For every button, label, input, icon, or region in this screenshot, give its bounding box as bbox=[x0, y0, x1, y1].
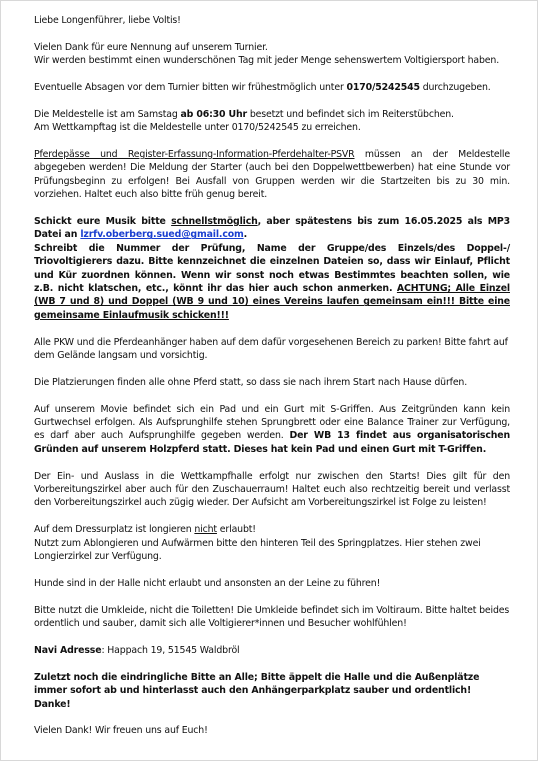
dressage-paragraph: Auf dem Dressurplatz ist longieren nicht erlaubt! Nutzt zum Ablongieren und Aufwärmen bitte den hinteren Teil des Springplatzes. Hier stehen zwei Longierzirkel zur Verfügung. bbox=[34, 524, 481, 563]
intro-paragraph bbox=[34, 41, 510, 68]
final-request-paragraph: Zuletzt noch die eindringliche Bitte an Alle; Bitte äppelt die Halle und die Außenplätze immer sofort ab und hinterlasst auch den Anhängerparkplatz sauber und ordentlich! Danke! bbox=[34, 671, 480, 710]
passports-paragraph: Pferdepässe und Register-Erfassung-Information-Pferdehalter-PSVR müssen an der Meldestelle abgegeben werden! Die Meldung der Starter (auch bei den Doppelwettbewerben) hat eine Stunde vor Prüfungsbeginn zu erfolgen! Bei Ausfall von Gruppen werden wir die Startzeiten bis zu 30 min. vorziehen. Haltet euch also bitte früh genug bereit. bbox=[34, 149, 510, 201]
music-warning: ACHTUNG; Alle Einzel (WB 7 und 8) und Doppel (WB 9 und 10) eines Vereins laufen gemeinsam ein!!! Bitte eine gemeinsame Einlaufmusik schicken!!! bbox=[34, 283, 510, 321]
navi-value: : Happach 19, 51545 Waldbröl bbox=[101, 644, 240, 656]
movie-paragraph: Auf unserem Movie befindet sich ein Pad und ein Gurt mit S-Griffen. Aus Zeitgründen kann kein Gurtwechsel erfolgen. Als Aufsprunghilfe stehen Sprungbrett oder eine Balance Trainer zur Verfügung, es darf aber auch Aufsprunghilfe gegeben werden. Der WB 13 findet aus organisatorischen Gründen auf unserem Holzpferd statt. Dieses hat kein Pad und einen Gurt mit T-Griffen. bbox=[34, 403, 510, 455]
cancellation-paragraph: Eventuelle Absagen vor dem Turnier bitten wir frühestmöglich unter 0170/5242545 durchzugeben. bbox=[34, 82, 491, 93]
music-paragraph: Schickt eure Musik bitte schnellstmöglich, aber spätestens bis zum 16.05.2025 als MP3 Datei an lzrfv.oberberg.sued@gmail.com. Schreibt die Nummer der Prüfung, Name der Gruppe/des Einzels/des Doppel-/ Triovoltigierers dazu. Bitte kennzeichnet die einzelnen Dateien so, dass wir Einlauf, Pflicht und Kür zuordnen können. Wenn wir sonst noch etwas Bestimmtes beachten sollen, wie z.B. nicht klatschen, etc., könnt ihr das hier auch schon anmerken. ACHTUNG; Alle Einzel (WB 7 und 8) und Doppel (WB 9 und 10) eines Vereins laufen gemeinsam ein!!! Bitte eine gemeinsame Einlaufmusik schicken!!! bbox=[34, 216, 510, 321]
letter-body bbox=[34, 14, 510, 751]
greeting: Liebe Longenführer, liebe Voltis! bbox=[34, 15, 181, 26]
passports-title: Pferdepässe und Register-Erfassung-Information-Pferdehalter-PSVR bbox=[34, 149, 355, 160]
intro-line-1: Vielen Dank für eure Nennung auf unserem Turnier. bbox=[34, 41, 268, 53]
dogs-paragraph: Hunde sind in der Halle nicht erlaubt und ansonsten an der Leine zu führen! bbox=[34, 577, 381, 589]
cancellation-phone: 0170/5242545 bbox=[346, 82, 420, 93]
awards-paragraph: Die Platzierungen finden alle ohne Pferd statt, so dass sie nach ihrem Start nach Hause dürfen. bbox=[34, 376, 468, 388]
movie-wb13-note: Der WB 13 findet aus organisatorischen Gründen auf unserem Holzpferd statt. Dieses hat kein Pad und einen Gurt mit T-Griffen. bbox=[34, 430, 510, 455]
intro-line-2: Wir werden bestimmt einen wunderschönen Tag mit jeder Menge sehenswertem Voltigiersport haben. bbox=[34, 55, 500, 67]
changing-room-paragraph: Bitte nutzt die Umkleide, nicht die Toiletten! Die Umkleide befindet sich im Voltiraum. Bitte haltet beides ordentlich und sauber, damit sich alle Voltigierer*innen und Besucher wohlfühlen! bbox=[34, 604, 510, 630]
office-paragraph: Die Meldestelle ist am Samstag ab 06:30 Uhr besetzt und befindet sich im Reiterstübchen. Am Wettkampftag ist die Meldestelle unter 0170/5242545 zu erreichen. bbox=[34, 108, 454, 134]
office-hours: ab 06:30 Uhr bbox=[180, 108, 247, 120]
parking-paragraph: Alle PKW und die Pferdeanhänger haben auf dem dafür vorgesehenen Bereich zu parken! Bitte fahrt auf dem Gelände langsam und vorsichtig. bbox=[34, 336, 508, 362]
music-email-link[interactable]: lzrfv.oberberg.sued@gmail.com bbox=[80, 229, 244, 241]
office-phone-line: Am Wettkampftag ist die Meldestelle unter 0170/5242545 zu erreichen. bbox=[34, 122, 361, 134]
closing-line: Vielen Dank! Wir freuen uns auf Euch! bbox=[34, 725, 208, 737]
navi-label: Navi Adresse bbox=[34, 644, 102, 656]
navi-address bbox=[34, 644, 510, 657]
entry-paragraph: Der Ein- und Auslass in die Wettkampfhalle erfolgt nur zwischen den Starts! Dies gilt für den Vorbereitungszirkel aber auch für den Zuschauerraum! Haltet euch also rechtzeitig bereit und verlasst den Vorbereitungszirkel auch zügig wieder. Der Aufsicht am Vorbereitungszirkel ist Folge zu leisten! bbox=[34, 470, 510, 509]
